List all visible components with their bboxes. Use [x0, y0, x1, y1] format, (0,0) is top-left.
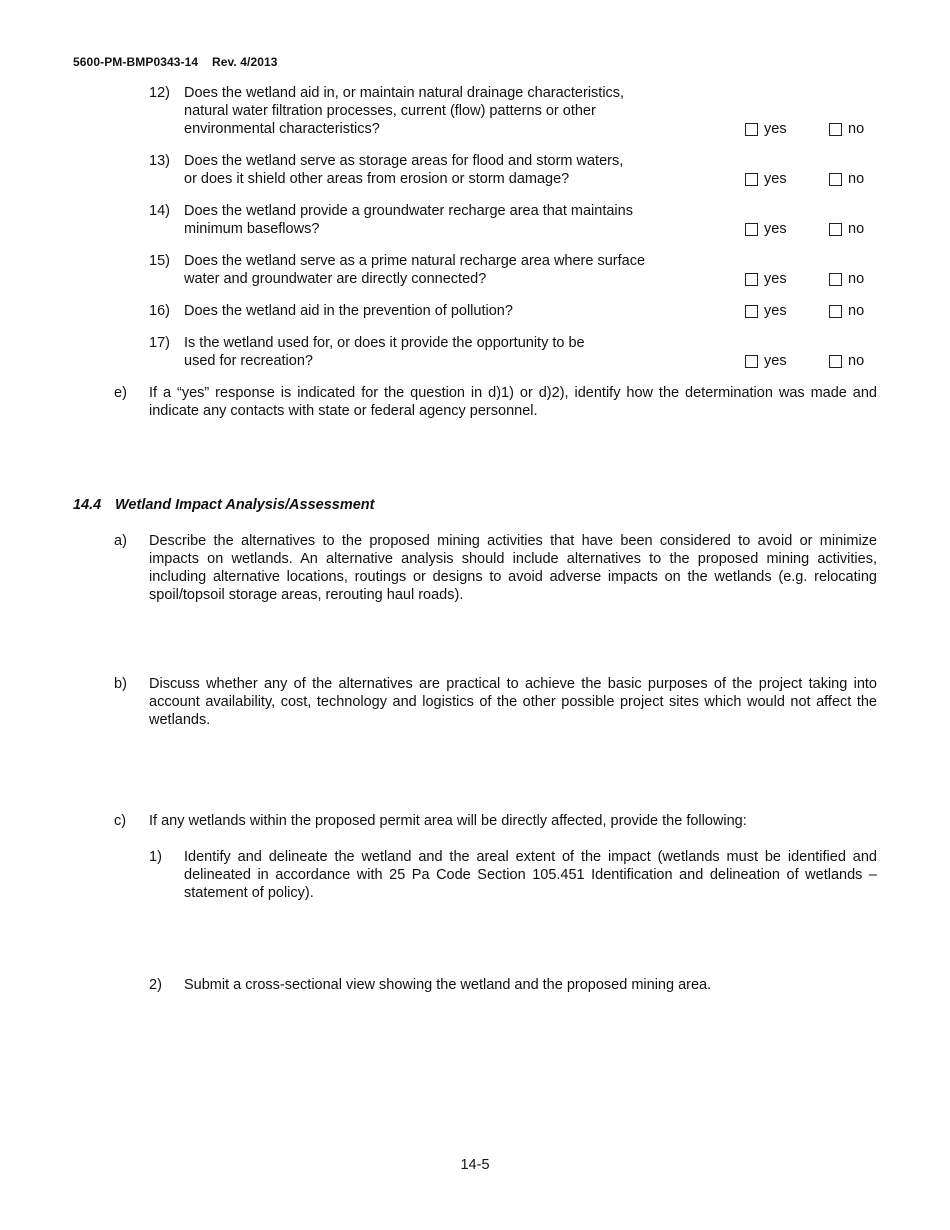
question-number: 13): [149, 153, 170, 169]
question-line: water and groundwater are directly connected?: [184, 271, 487, 287]
question-number: 17): [149, 335, 170, 351]
no-checkbox[interactable]: [829, 123, 842, 136]
yes-label: yes: [764, 271, 787, 287]
question-line: environmental characteristics?: [184, 121, 380, 137]
item-c1-label: 1): [149, 849, 162, 865]
yes-label: yes: [764, 171, 787, 187]
item-c2-text: Submit a cross-sectional view showing the wetland and the proposed mining area.: [184, 977, 712, 993]
yes-checkbox[interactable]: [745, 305, 758, 318]
no-checkbox-option[interactable]: [829, 170, 864, 188]
question-text: [184, 202, 724, 238]
item-e-text: If a “yes” response is indicated for the question in d)1) or d)2), identify how the determination was made and indicate any contacts with state or federal agency personnel.: [149, 385, 877, 419]
question-line: or does it shield other areas from erosion or storm damage?: [184, 171, 570, 187]
item-a-text: Describe the alternatives to the proposed mining activities that have been considered to avoid or minimize impacts on wetlands. An alternative analysis should include alternatives to the proposed mining activities, including alternative locations, routings or designs to avoid adverse impacts on the wetlands (e.g. relocating spoil/topsoil storage areas, rerouting haul roads).: [149, 533, 877, 603]
yes-checkbox-option[interactable]: [745, 220, 787, 238]
yes-checkbox-option[interactable]: [745, 352, 787, 370]
item-c1-text: Identify and delineate the wetland and the areal extent of the impact (wetlands must be identified and delineated in accordance with 25 Pa Code Section 105.451 Identification and delineation of wetlands – statement of policy).: [184, 849, 877, 901]
yes-checkbox[interactable]: [745, 273, 758, 286]
no-checkbox-option[interactable]: [829, 352, 864, 370]
question-text: [184, 84, 724, 138]
yes-label: yes: [764, 353, 787, 369]
no-checkbox-option[interactable]: [829, 270, 864, 288]
no-checkbox[interactable]: [829, 355, 842, 368]
no-label: no: [848, 303, 865, 319]
question-text: [184, 152, 724, 188]
question-line: minimum baseflows?: [184, 221, 320, 237]
yes-checkbox-option[interactable]: [745, 120, 787, 138]
yes-label: yes: [764, 121, 787, 137]
question-line: Is the wetland used for, or does it provide the opportunity to be: [184, 335, 585, 351]
question-number: 16): [149, 303, 170, 319]
no-label: no: [848, 221, 865, 237]
no-label: no: [848, 171, 865, 187]
question-number: 14): [149, 203, 170, 219]
no-label: no: [848, 353, 865, 369]
yes-checkbox-option[interactable]: [745, 170, 787, 188]
question-line: Does the wetland serve as a prime natural recharge area where surface: [184, 253, 646, 269]
question-line: Does the wetland provide a groundwater recharge area that maintains: [184, 203, 633, 219]
item-a-label: a): [114, 533, 127, 549]
question-number: 12): [149, 85, 170, 101]
form-id: 5600-PM-BMP0343-14: [73, 55, 199, 69]
no-checkbox[interactable]: [829, 305, 842, 318]
no-checkbox-option[interactable]: [829, 120, 864, 138]
no-checkbox[interactable]: [829, 273, 842, 286]
question-line: used for recreation?: [184, 353, 313, 369]
question-number: 15): [149, 253, 170, 269]
yes-checkbox[interactable]: [745, 223, 758, 236]
yes-checkbox-option[interactable]: [745, 302, 787, 320]
question-text: [184, 252, 729, 288]
yes-checkbox[interactable]: [745, 173, 758, 186]
item-e-label: e): [114, 385, 127, 401]
question-line: Does the wetland aid in the prevention of pollution?: [184, 303, 513, 319]
section-title: Wetland Impact Analysis/Assessment: [115, 497, 375, 513]
yes-label: yes: [764, 303, 787, 319]
yes-label: yes: [764, 221, 787, 237]
page-number: 14-5: [460, 1157, 490, 1173]
item-c-text: If any wetlands within the proposed permit area will be directly affected, provide the following:: [149, 813, 747, 829]
question-line: Does the wetland serve as storage areas for flood and storm waters,: [184, 153, 624, 169]
item-c-label: c): [114, 813, 127, 829]
question-text: [184, 334, 724, 370]
no-checkbox[interactable]: [829, 223, 842, 236]
question-line: Does the wetland aid in, or maintain natural drainage characteristics,: [184, 85, 625, 101]
item-c2-label: 2): [149, 977, 162, 993]
no-checkbox-option[interactable]: [829, 220, 864, 238]
no-checkbox[interactable]: [829, 173, 842, 186]
item-b-text: Discuss whether any of the alternatives are practical to achieve the basic purposes of the project taking into account availability, cost, technology and logistics of the other possible project sites which would not affect the wetlands.: [149, 676, 877, 728]
form-revision: Rev. 4/2013: [211, 55, 278, 69]
no-label: no: [848, 271, 865, 287]
yes-checkbox-option[interactable]: [745, 270, 787, 288]
form-header: [73, 55, 278, 69]
no-label: no: [848, 121, 865, 137]
yes-checkbox[interactable]: [745, 355, 758, 368]
item-b-label: b): [114, 676, 127, 692]
section-number: 14.4: [73, 497, 102, 513]
question-text: [184, 302, 724, 320]
question-line: natural water filtration processes, current (flow) patterns or other: [184, 103, 596, 119]
no-checkbox-option[interactable]: [829, 302, 864, 320]
yes-checkbox[interactable]: [745, 123, 758, 136]
